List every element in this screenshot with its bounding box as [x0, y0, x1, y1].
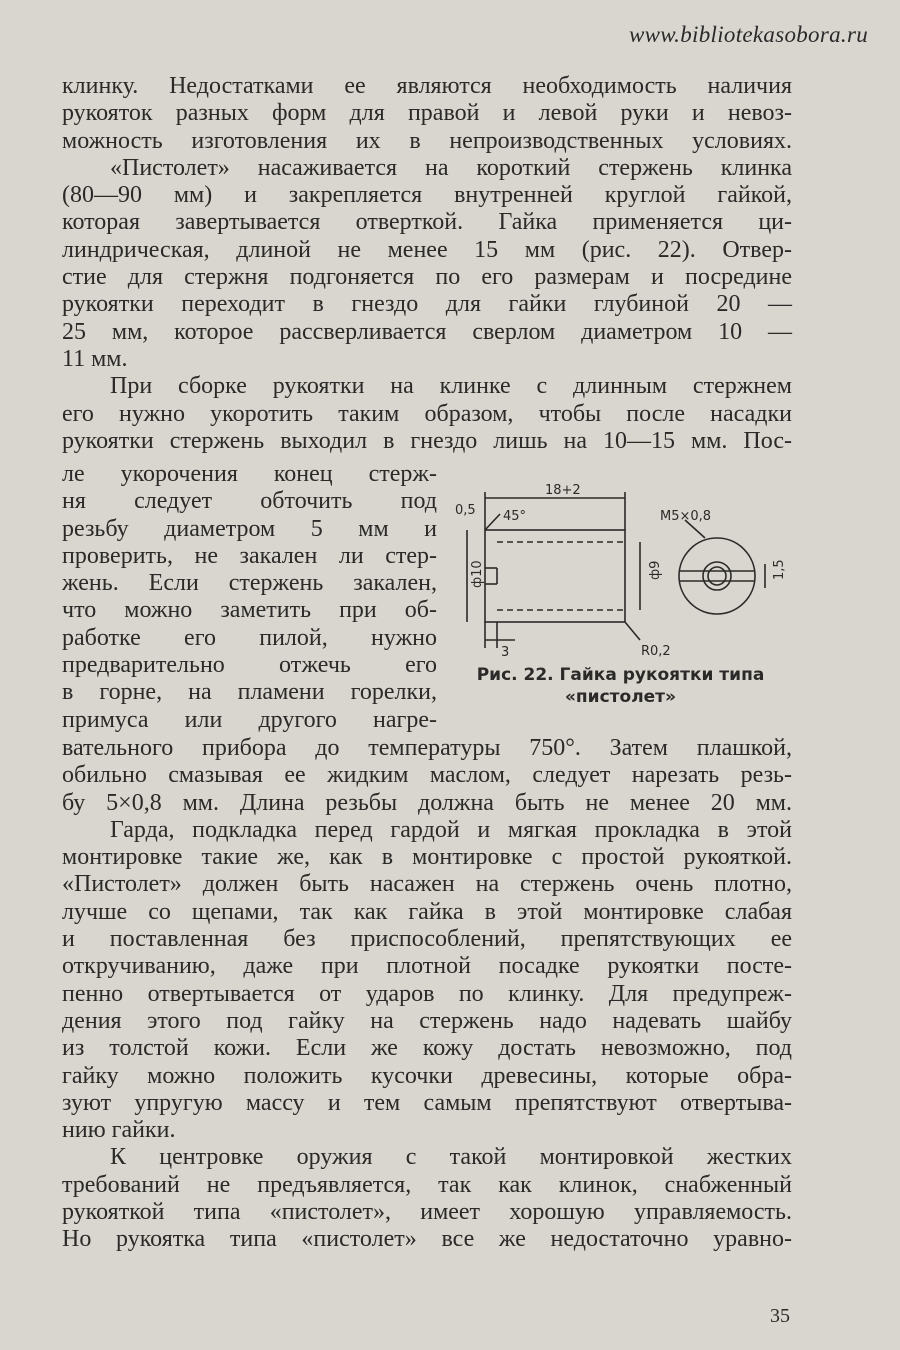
text-line: При сборке рукоятки на клинке с длинным стержнем	[110, 373, 792, 400]
text-line: гайку можно положить кусочки древесины, которые обра-	[62, 1062, 792, 1089]
watermark-url: www.bibliotekasobora.ru	[628, 22, 868, 47]
text-line: (80—90 мм) и закрепляется внутренней круглой гайкой,	[62, 182, 792, 209]
label-thread: M5×0,8	[660, 509, 712, 524]
text-line: требований не предъявляется, так как клинок, снабженный	[62, 1171, 792, 1198]
label-outer-diameter: ф10	[470, 560, 485, 588]
nut-end-outer	[679, 538, 755, 614]
text-line: вательного прибора до температуры 750°. Затем плашкой,	[62, 735, 792, 761]
text-line: зуют упругую массу и тем самым препятствуют отвертыва-	[62, 1089, 792, 1116]
text-line: бу 5×0,8 мм. Длина резьбы должна быть не менее 20 мм.	[62, 789, 792, 816]
chamfer-leader	[485, 514, 500, 530]
text-line: его нужно укоротить таким образом, чтобы после насадки	[62, 400, 792, 427]
label-slot-depth: 3	[501, 645, 510, 660]
text-line: клинку. Недостатками ее являются необходимость наличия	[62, 73, 792, 99]
text-line: откручиванию, даже при плотной посадке рукоятки посте-	[62, 953, 792, 980]
text-line: рукояткой типа «пистолет», имеет хорошую управляемость.	[62, 1199, 792, 1226]
text-line: предварительно отжечь его	[62, 652, 437, 679]
text-line: примуса или другого нагре-	[62, 706, 437, 733]
text-line: рукоятки переходит в гнездо для гайки глубиной 20 —	[62, 291, 792, 318]
text-line: нию гайки.	[62, 1117, 176, 1144]
text-line: обильно смазывая ее жидким маслом, следует нарезать резь-	[62, 762, 792, 789]
figure-22-nut-drawing	[445, 480, 795, 680]
text-line: 25 мм, которое рассверливается сверлом диаметром 10 —	[62, 318, 792, 345]
text-line: рукоятки стержень выходил в гнездо лишь на 10—15 мм. Пос-	[62, 427, 792, 454]
text-line: рукояток разных форм для правой и левой руки и невоз-	[62, 100, 792, 127]
text-line: пенно отвертывается от ударов по клинку. Для предупреж-	[62, 980, 792, 1007]
text-line: можность изготовления их в непроизводственных условиях.	[62, 127, 792, 154]
text-line: что можно заметить при об-	[62, 597, 437, 624]
text-line: ня следует обточить под	[62, 488, 437, 515]
text-line: которая завертывается отверткой. Гайка применяется ци-	[62, 209, 792, 236]
figure-caption: Рис. 22. Гайка рукоятки типа «пистолет»	[476, 665, 765, 707]
label-radius: R0,2	[641, 644, 671, 659]
text-line: К центровке оружия с такой монтировкой жестких	[110, 1144, 792, 1171]
text-line: монтировке такие же, как в монтировке с простой рукояткой.	[62, 844, 792, 871]
text-block-top	[62, 73, 792, 455]
nut-side-body	[485, 530, 625, 622]
text-line: резьбу диаметром 5 мм и	[62, 515, 437, 542]
text-line: дения этого под гайку на стержень надо надевать шайбу	[62, 1007, 792, 1034]
page-number: 35	[770, 1305, 790, 1327]
text-line: работке его пилой, нужно	[62, 624, 437, 651]
text-line: из толстой кожи. Если же кожу достать невозможно, под	[62, 1035, 792, 1062]
text-line: «Пистолет» насаживается на короткий стержень клинка	[110, 154, 792, 181]
radius-leader	[625, 622, 640, 640]
label-chamfer: 0,5	[455, 503, 476, 518]
text-line: 11 мм.	[62, 345, 128, 372]
text-block-wrapped	[62, 461, 437, 734]
text-line: жень. Если стержень закален,	[62, 570, 437, 597]
text-line: стие для стержня подгоняется по его размерам и посредине	[62, 264, 792, 291]
label-length: 18+2	[545, 483, 581, 498]
text-line: ле укорочения конец стерж-	[62, 461, 437, 487]
label-inner-diameter: ф9	[648, 560, 663, 580]
text-line: и поставленная без приспособлений, препятствующих ее	[62, 926, 792, 953]
text-line: лучше со щепами, так как гайка в этой монтировке слабая	[62, 898, 792, 925]
text-line: проверить, не закален ли стер-	[62, 542, 437, 569]
text-line: в горне, на пламени горелки,	[62, 679, 437, 706]
label-slot-width: 1,5	[772, 559, 787, 580]
label-angle: 45°	[503, 509, 527, 524]
text-line: «Пистолет» должен быть насажен на стержень очень плотно,	[62, 871, 792, 898]
text-line: линдрическая, длиной не менее 15 мм (рис. 22). Отвер-	[62, 236, 792, 263]
text-line: Гарда, подкладка перед гардой и мягкая прокладка в этой	[110, 816, 792, 843]
text-line: Но рукоятка типа «пистолет» все же недостаточно уравно-	[62, 1226, 792, 1253]
text-block-bottom	[62, 735, 792, 1254]
